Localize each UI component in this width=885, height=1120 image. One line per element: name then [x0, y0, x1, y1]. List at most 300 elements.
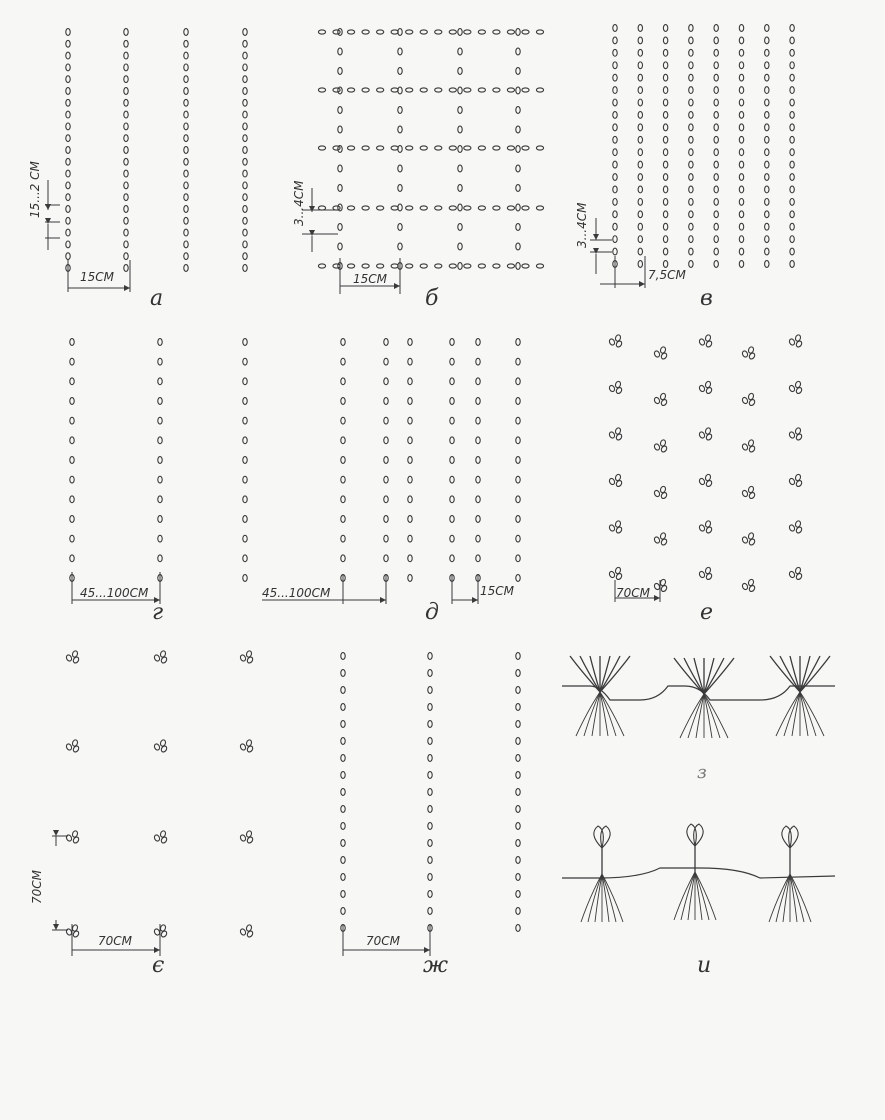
seed-icon: [638, 211, 642, 218]
seed-icon: [790, 248, 794, 255]
seed-icon: [66, 229, 70, 236]
panel-label-z: з: [697, 762, 707, 783]
seed-icon: [741, 397, 748, 405]
plant-icon: [570, 656, 630, 736]
seed-icon: [184, 253, 188, 260]
seed-icon: [124, 99, 128, 106]
seed-icon: [243, 123, 247, 130]
seed-icon: [384, 555, 388, 562]
seed-icon: [243, 40, 247, 47]
seed-icon: [638, 236, 642, 243]
seed-icon: [243, 206, 247, 213]
leaf-stroke: [674, 658, 704, 694]
seed-icon: [714, 62, 718, 69]
seed-icon: [739, 87, 743, 94]
seed-icon: [689, 186, 693, 193]
seed-icon: [663, 37, 667, 44]
seed-icon: [516, 87, 520, 94]
seed-icon: [124, 170, 128, 177]
seed-icon: [124, 182, 128, 189]
seed-icon: [522, 30, 529, 34]
seed-icon: [739, 161, 743, 168]
seed-icon: [522, 88, 529, 92]
seed-icon: [398, 165, 402, 172]
seed-icon: [384, 358, 388, 365]
seed-icon: [341, 555, 345, 562]
seed-icon: [243, 64, 247, 71]
seed-icon: [70, 535, 74, 542]
seed-icon: [714, 49, 718, 56]
seed-icon: [714, 99, 718, 106]
seed-icon: [124, 229, 128, 236]
seed-icon: [362, 146, 369, 150]
seed-icon: [70, 496, 74, 503]
seed-icon: [458, 243, 462, 250]
seed-icon: [124, 253, 128, 260]
seed-cluster-icon: [698, 381, 712, 395]
seed-icon: [653, 443, 660, 451]
root-stroke: [800, 692, 816, 736]
seed-icon: [516, 738, 520, 745]
dim-label-zh-horizontal: 70СМ: [366, 934, 401, 948]
seed-icon: [516, 925, 520, 932]
seed-icon: [428, 891, 432, 898]
seed-cluster-icon: [608, 567, 622, 581]
arrowhead-icon: [309, 230, 315, 236]
seed-icon: [243, 182, 247, 189]
seed-icon: [638, 149, 642, 156]
seed-icon: [516, 555, 520, 562]
seed-icon: [153, 834, 160, 842]
seed-cluster-icon: [698, 474, 712, 488]
seed-icon: [653, 397, 660, 405]
seed-icon: [243, 135, 247, 142]
seed-icon: [476, 535, 480, 542]
dim-label-ye-vertical: 70СМ: [30, 869, 44, 904]
seed-icon: [476, 437, 480, 444]
seed-icon: [536, 206, 543, 210]
seed-icon: [243, 241, 247, 248]
seed-icon: [428, 772, 432, 779]
seed-icon: [739, 25, 743, 32]
seed-icon: [184, 265, 188, 272]
seed-icon: [338, 48, 342, 55]
seed-icon: [66, 29, 70, 36]
seed-cluster-icon: [239, 739, 253, 753]
seed-icon: [714, 112, 718, 119]
seed-icon: [124, 147, 128, 154]
seed-icon: [66, 99, 70, 106]
seed-icon: [478, 206, 485, 210]
seed-icon: [790, 149, 794, 156]
seed-icon: [788, 478, 795, 486]
seed-icon: [408, 457, 412, 464]
root-stroke: [602, 874, 623, 922]
seed-icon: [158, 496, 162, 503]
seed-icon: [689, 87, 693, 94]
dim-label-v-vertical: 3...4СМ: [575, 202, 589, 248]
seed-icon: [362, 30, 369, 34]
seed-icon: [428, 823, 432, 830]
seed-icon: [243, 170, 247, 177]
seed-icon: [663, 223, 667, 230]
seed-icon: [124, 158, 128, 165]
seed-icon: [613, 186, 617, 193]
seed-icon: [476, 398, 480, 405]
seed-icon: [184, 135, 188, 142]
seed-icon: [638, 248, 642, 255]
dim-label-v-horizontal: 7,5СМ: [648, 268, 686, 282]
seed-icon: [476, 516, 480, 523]
bean-sprout-icon: [581, 826, 623, 922]
seed-icon: [428, 687, 432, 694]
seed-icon: [377, 88, 384, 92]
seed-icon: [377, 206, 384, 210]
seed-icon: [613, 211, 617, 218]
seed-icon: [507, 146, 514, 150]
seed-icon: [65, 834, 72, 842]
dim-label-b-vertical: 3...4СМ: [292, 180, 306, 226]
seed-icon: [613, 161, 617, 168]
seed-icon: [536, 30, 543, 34]
seed-icon: [663, 124, 667, 131]
seed-cluster-icon: [741, 486, 755, 500]
seed-icon: [790, 186, 794, 193]
seed-icon: [790, 236, 794, 243]
seed-icon: [458, 263, 462, 270]
panel-label-v: в: [700, 286, 713, 311]
seed-icon: [516, 146, 520, 153]
arrowhead-icon: [380, 597, 386, 603]
seed-icon: [638, 37, 642, 44]
seed-icon: [428, 806, 432, 813]
seed-icon: [638, 198, 642, 205]
seed-icon: [449, 264, 456, 268]
seed-icon: [347, 88, 354, 92]
seed-icon: [341, 738, 345, 745]
seed-icon: [428, 670, 432, 677]
seed-icon: [70, 339, 74, 346]
seed-icon: [516, 165, 520, 172]
seed-icon: [347, 30, 354, 34]
seed-icon: [408, 378, 412, 385]
seed-icon: [362, 206, 369, 210]
seed-icon: [408, 417, 412, 424]
seed-icon: [739, 149, 743, 156]
seed-icon: [698, 338, 705, 346]
seed-icon: [689, 174, 693, 181]
seed-icon: [476, 378, 480, 385]
seed-icon: [362, 264, 369, 268]
seed-icon: [243, 158, 247, 165]
seed-icon: [66, 170, 70, 177]
seed-icon: [384, 339, 388, 346]
seed-icon: [347, 206, 354, 210]
seed-icon: [153, 654, 160, 662]
seed-icon: [184, 123, 188, 130]
seed-icon: [689, 211, 693, 218]
seed-icon: [765, 248, 769, 255]
seed-cluster-icon: [698, 427, 712, 441]
seed-icon: [428, 738, 432, 745]
leaf: [601, 826, 611, 848]
seed-icon: [391, 206, 398, 210]
seed-icon: [790, 112, 794, 119]
seed-cluster-icon: [653, 439, 667, 453]
seed-icon: [613, 136, 617, 143]
seed-icon: [698, 478, 705, 486]
seed-icon: [476, 358, 480, 365]
seed-icon: [689, 161, 693, 168]
seed-icon: [408, 575, 412, 582]
seed-icon: [243, 253, 247, 260]
seed-icon: [613, 37, 617, 44]
seed-icon: [741, 350, 748, 358]
root-stroke: [790, 874, 811, 922]
seed-icon: [516, 806, 520, 813]
seed-icon: [714, 174, 718, 181]
seed-icon: [450, 516, 454, 523]
seed-icon: [608, 524, 615, 532]
arrowhead-icon: [309, 206, 315, 212]
arrowhead-icon: [472, 597, 478, 603]
seed-icon: [333, 88, 340, 92]
seed-icon: [458, 68, 462, 75]
seed-icon: [341, 670, 345, 677]
seed-icon: [516, 755, 520, 762]
seed-icon: [398, 243, 402, 250]
seed-icon: [689, 236, 693, 243]
seed-icon: [714, 136, 718, 143]
seed-icon: [739, 136, 743, 143]
seed-icon: [663, 174, 667, 181]
seed-icon: [608, 431, 615, 439]
seed-icon: [493, 206, 500, 210]
seed-icon: [384, 378, 388, 385]
seed-icon: [765, 74, 769, 81]
seed-icon: [391, 30, 398, 34]
seed-cluster-icon: [153, 830, 167, 844]
seed-icon: [522, 264, 529, 268]
seed-icon: [243, 217, 247, 224]
seed-icon: [408, 339, 412, 346]
seed-icon: [613, 74, 617, 81]
seed-icon: [243, 265, 247, 272]
seed-icon: [458, 165, 462, 172]
seed-icon: [65, 743, 72, 751]
seed-icon: [65, 928, 72, 936]
root-stroke: [584, 692, 600, 736]
seed-icon: [333, 206, 340, 210]
seed-icon: [450, 457, 454, 464]
seed-icon: [507, 206, 514, 210]
seed-cluster-icon: [65, 650, 79, 664]
seed-icon: [476, 496, 480, 503]
seed-icon: [338, 185, 342, 192]
leaf-stroke: [704, 658, 734, 694]
seed-icon: [243, 476, 247, 483]
seed-icon: [714, 161, 718, 168]
seed-icon: [428, 653, 432, 660]
seed-cluster-icon: [788, 334, 802, 348]
seed-icon: [638, 87, 642, 94]
seed-icon: [638, 161, 642, 168]
seed-icon: [420, 264, 427, 268]
seed-icon: [318, 30, 325, 34]
seed-icon: [663, 49, 667, 56]
seed-cluster-icon: [153, 650, 167, 664]
seed-icon: [741, 583, 748, 591]
seed-icon: [689, 149, 693, 156]
seed-icon: [184, 29, 188, 36]
seed-icon: [243, 398, 247, 405]
seed-icon: [428, 789, 432, 796]
seed-icon: [458, 87, 462, 94]
seed-icon: [638, 223, 642, 230]
panel-label-i: и: [697, 953, 712, 978]
seed-icon: [714, 87, 718, 94]
seed-icon: [318, 88, 325, 92]
seed-icon: [338, 68, 342, 75]
seed-cluster-icon: [153, 924, 167, 938]
seed-icon: [124, 52, 128, 59]
seed-icon: [608, 338, 615, 346]
seed-icon: [464, 30, 471, 34]
seed-icon: [66, 123, 70, 130]
seed-icon: [516, 874, 520, 881]
root-stroke: [600, 692, 624, 736]
seed-icon: [450, 476, 454, 483]
seed-cluster-icon: [788, 427, 802, 441]
seed-icon: [341, 874, 345, 881]
arrowhead-icon: [654, 595, 660, 601]
seed-icon: [653, 490, 660, 498]
seed-icon: [608, 571, 615, 579]
seed-icon: [663, 236, 667, 243]
seed-icon: [739, 261, 743, 268]
seed-icon: [464, 264, 471, 268]
seed-cluster-icon: [741, 393, 755, 407]
seed-icon: [765, 136, 769, 143]
seed-icon: [698, 385, 705, 393]
seed-icon: [765, 99, 769, 106]
seed-icon: [158, 476, 162, 483]
seed-icon: [243, 88, 247, 95]
seed-icon: [689, 112, 693, 119]
seed-icon: [318, 264, 325, 268]
seed-icon: [449, 30, 456, 34]
arrowhead-icon: [53, 924, 59, 930]
root-stroke: [600, 692, 616, 736]
seed-cluster-icon: [788, 520, 802, 534]
seed-icon: [608, 478, 615, 486]
seed-icon: [428, 721, 432, 728]
seed-icon: [478, 264, 485, 268]
seed-icon: [765, 198, 769, 205]
seed-icon: [613, 236, 617, 243]
seed-cluster-icon: [698, 567, 712, 581]
seed-icon: [408, 476, 412, 483]
seed-icon: [516, 789, 520, 796]
seed-icon: [449, 88, 456, 92]
seed-icon: [516, 687, 520, 694]
seed-cluster-icon: [239, 924, 253, 938]
seed-icon: [638, 25, 642, 32]
seed-icon: [184, 194, 188, 201]
seed-icon: [420, 206, 427, 210]
seed-icon: [153, 743, 160, 751]
seed-icon: [739, 198, 743, 205]
seed-icon: [663, 62, 667, 69]
seed-icon: [66, 182, 70, 189]
seed-icon: [158, 555, 162, 562]
seed-icon: [450, 555, 454, 562]
root-stroke: [680, 694, 704, 738]
seed-icon: [66, 135, 70, 142]
dim-label-b-horizontal: 15СМ: [353, 272, 388, 286]
seed-icon: [384, 457, 388, 464]
seed-icon: [458, 185, 462, 192]
seed-icon: [638, 49, 642, 56]
seed-icon: [516, 653, 520, 660]
seed-icon: [398, 126, 402, 133]
seed-icon: [341, 535, 345, 542]
seed-icon: [435, 146, 442, 150]
seed-icon: [435, 30, 442, 34]
seed-icon: [765, 161, 769, 168]
seed-icon: [464, 88, 471, 92]
seed-icon: [663, 87, 667, 94]
panel-label-e: е: [700, 600, 714, 625]
seed-icon: [739, 174, 743, 181]
seed-icon: [158, 358, 162, 365]
seed-icon: [341, 823, 345, 830]
leaf-stroke: [704, 658, 724, 694]
seed-icon: [341, 496, 345, 503]
seed-icon: [689, 136, 693, 143]
root-stroke: [784, 692, 800, 736]
seed-icon: [516, 204, 520, 211]
seed-icon: [341, 840, 345, 847]
leaf: [694, 824, 704, 846]
seed-cluster-icon: [698, 520, 712, 534]
seed-icon: [333, 30, 340, 34]
seed-icon: [663, 136, 667, 143]
seed-cluster-icon: [65, 924, 79, 938]
seed-icon: [341, 476, 345, 483]
panel-label-ye: є: [152, 953, 165, 978]
seed-icon: [243, 111, 247, 118]
seed-icon: [377, 264, 384, 268]
seed-icon: [739, 37, 743, 44]
seed-icon: [476, 457, 480, 464]
seed-icon: [689, 198, 693, 205]
seed-cluster-icon: [653, 346, 667, 360]
seed-icon: [124, 241, 128, 248]
dim-label-e-horizontal: 70СМ: [616, 586, 651, 600]
seed-icon: [516, 496, 520, 503]
seed-icon: [66, 241, 70, 248]
seed-icon: [516, 840, 520, 847]
seed-icon: [384, 516, 388, 523]
seed-icon: [765, 223, 769, 230]
seed-icon: [65, 654, 72, 662]
seed-icon: [638, 112, 642, 119]
root-stroke: [576, 692, 600, 736]
seed-icon: [450, 339, 454, 346]
seed-icon: [765, 174, 769, 181]
seed-icon: [493, 146, 500, 150]
